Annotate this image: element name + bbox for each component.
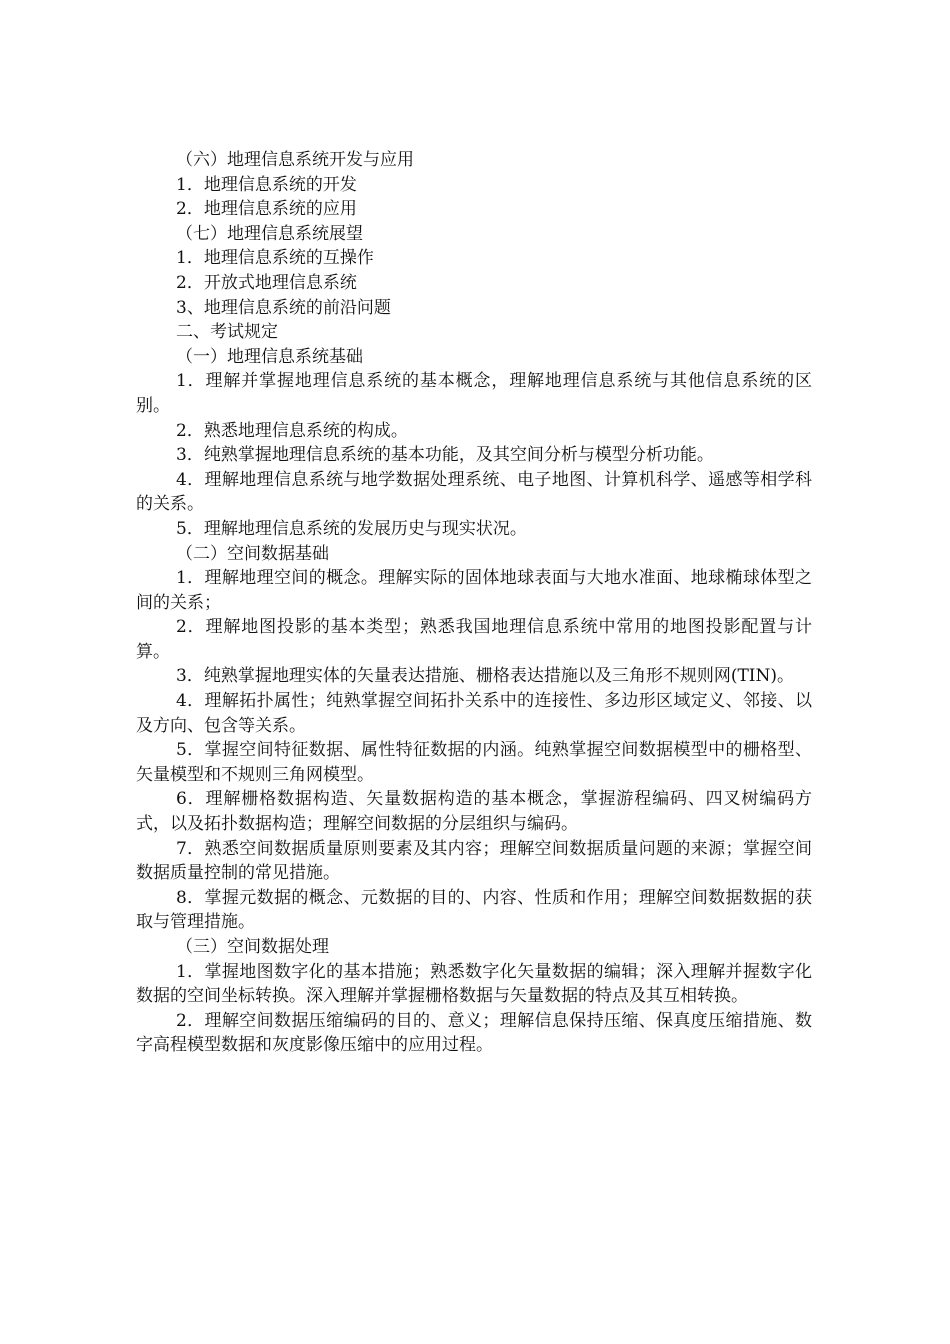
list-item: 4．理解地理信息系统与地学数据处理系统、电子地图、计算机科学、遥感等相学科的关系。 [136, 469, 812, 515]
list-item: 3．纯熟掌握地理信息系统的基本功能，及其空间分析与模型分析功能。 [176, 445, 714, 466]
list-item: 7．熟悉空间数据质量原则要素及其内容；理解空间数据质量问题的来源；掌握空间数据质量控制的常见措施。 [136, 838, 812, 884]
list-item: 4．理解拓扑属性；纯熟掌握空间拓扑关系中的连接性、多边形区域定义、邻接、以及方向、包含等关系。 [136, 691, 812, 736]
list-item: 6．理解栅格数据构造、矢量数据构造的基本概念，掌握游程编码、四叉树编码方式，以及拓扑数据构造；理解空间数据的分层组织与编码。 [136, 789, 812, 835]
section-heading-3: （三）空间数据处理 [176, 937, 329, 957]
list-item: 1．理解并掌握地理信息系统的基本概念，理解地理信息系统与其他信息系统的区别。 [136, 371, 812, 416]
list-item: 2．理解地图投影的基本类型；熟悉我国地理信息系统中常用的地图投影配置与计算。 [136, 617, 812, 662]
section-heading-1: （一）地理信息系统基础 [176, 346, 363, 367]
list-item: 5．理解地理信息系统的发展历史与现实状况。 [176, 518, 527, 539]
list-item: 1．地理信息系统的互操作 [176, 248, 374, 269]
list-item: 5．掌握空间特征数据、属性特征数据的内涵。纯熟掌握空间数据模型中的栅格型、矢量模型和不规则三角网模型。 [136, 740, 812, 785]
list-item: 3．纯熟掌握地理实体的矢量表达措施、栅格表达措施以及三角形不规则网(TIN)。 [176, 666, 795, 687]
list-item: 2．理解空间数据压缩编码的目的、意义；理解信息保持压缩、保真度压缩措施、数字高程模型数据和灰度影像压缩中的应用过程。 [136, 1010, 812, 1056]
list-item: 2．开放式地理信息系统 [176, 272, 357, 293]
section-heading-6: （六）地理信息系统开发与应用 [176, 150, 414, 170]
list-item: 1．地理信息系统的开发 [176, 174, 357, 195]
list-item: 2．熟悉地理信息系统的构成。 [176, 420, 408, 441]
list-item: 1．掌握地图数字化的基本措施；熟悉数字化矢量数据的编辑；深入理解并握数字化数据的空间坐标转换。深入理解并掌握栅格数据与矢量数据的特点及其互相转换。 [136, 961, 812, 1007]
list-item: 2．地理信息系统的应用 [176, 199, 357, 220]
list-item: 3、地理信息系统的前沿问题 [176, 297, 391, 318]
chapter-heading-exam-rules: 二、考试规定 [176, 322, 278, 343]
section-heading-2: （二）空间数据基础 [176, 543, 329, 564]
list-item: 1．理解地理空间的概念。理解实际的固体地球表面与大地水准面、地球椭球体型之间的关系； [136, 568, 812, 613]
document-body [136, 148, 812, 1058]
list-item: 8．掌握元数据的概念、元数据的目的、内容、性质和作用；理解空间数据数据的获取与管理措施。 [136, 887, 812, 933]
section-heading-7: （七）地理信息系统展望 [176, 223, 363, 244]
